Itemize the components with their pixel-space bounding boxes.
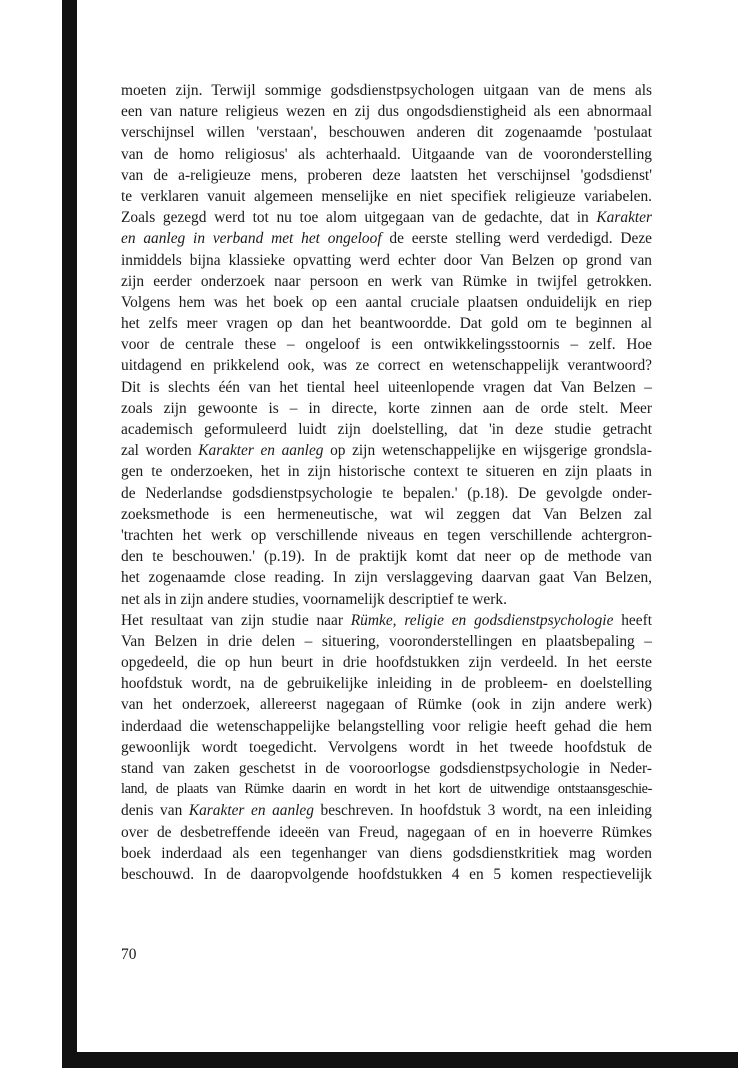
text-line xyxy=(121,864,652,885)
text-segment: moeten zijn. Terwijl sommige godsdienstpsychologen uitgaan van de mens als xyxy=(121,82,652,99)
text-line xyxy=(121,101,652,122)
text-segment: van de a-religieuze mens, proberen deze laatsten het verschijnsel 'godsdienst' xyxy=(121,166,652,184)
italic-title: Rümke, religie en godsdienstpsychologie xyxy=(350,611,614,629)
text-line xyxy=(121,165,652,186)
text-segment: zijn eerder onderzoek naar persoon en werk van Rümke in twijfel getrokken. xyxy=(121,272,652,290)
text-line xyxy=(121,355,652,376)
text-line xyxy=(121,292,652,313)
text-segment: zal worden xyxy=(121,442,199,460)
text-line xyxy=(121,652,652,673)
text-line xyxy=(121,843,652,864)
text-segment: op zijn wetenschappelijke en wijsgerige grondsla- xyxy=(323,442,652,460)
text-line xyxy=(121,419,652,440)
text-line xyxy=(121,228,652,249)
italic-title: en aanleg in verband met het ongeloof xyxy=(121,230,382,248)
text-segment: Het resultaat van zijn studie naar xyxy=(121,611,351,629)
text-segment: heeft xyxy=(613,611,652,629)
text-line xyxy=(121,80,652,101)
text-segment: de Nederlandse godsdienstpsychologie te bepalen.' (p.18). De gevolgde onder- xyxy=(121,484,652,502)
text-segment: land, de plaats van Rümke daarin en wordt in het kort de uitwendige ontstaansgeschie- xyxy=(121,781,652,798)
text-segment: Volgens hem was het boek op een aantal cruciale plaatsen onduidelijk en riep xyxy=(121,293,652,311)
text-segment: Van Belzen in drie delen – situering, vooronderstellingen en plaatsbepaling – xyxy=(121,632,652,650)
text-line xyxy=(121,546,652,567)
italic-title: Karakter xyxy=(596,209,652,227)
text-segment: de eerste stelling werd verdedigd. Deze xyxy=(381,230,652,248)
text-segment: hoofdstuk wordt, na de gebruikelijke inleiding in de probleem- en doelstelling xyxy=(121,675,652,693)
text-segment: uitdagend en prikkelend ook, was ze correct en wetenschappelijk verantwoord? xyxy=(121,357,652,375)
text-segment: inderdaad die wetenschappelijke belangstelling voor religie heeft gehad die hem xyxy=(121,717,652,735)
text-line xyxy=(121,694,652,715)
text-line xyxy=(121,377,652,398)
text-segment: academisch geformuleerd luidt zijn doelstelling, dat 'in deze studie getracht xyxy=(121,421,652,438)
scan-border-left xyxy=(62,0,77,1068)
text-line xyxy=(121,631,652,652)
text-line xyxy=(121,525,652,546)
text-line xyxy=(121,250,652,271)
text-segment: opgedeeld, die op hun beurt in drie hoofdstukken zijn verdeeld. In het eerste xyxy=(121,654,652,672)
text-line xyxy=(121,567,652,588)
text-segment: Zoals gezegd werd tot nu toe alom uitgegaan van de gedachte, dat in xyxy=(121,209,597,227)
text-segment: Dit is slechts één van het tiental heel uiteenlopende vragen dat Van Belzen – xyxy=(121,378,652,396)
scan-border-bottom xyxy=(62,1052,738,1068)
text-segment: zoals zijn gewoonte is – in directe, korte zinnen aan de orde stelt. Meer xyxy=(121,399,652,417)
text-segment: gewoonlijk wordt toegedicht. Vervolgens wordt in het tweede hoofdstuk de xyxy=(121,738,652,756)
text-segment: denis van xyxy=(121,802,189,820)
text-line xyxy=(121,716,652,737)
text-segment: beschreven. In hoofdstuk 3 wordt, na een inleiding xyxy=(313,802,652,820)
text-line xyxy=(121,822,652,843)
text-segment: het zelfs meer vragen op dan het beantwoordde. Dat gold om te beginnen al xyxy=(121,315,652,333)
text-segment: van de homo religiosus' als achterhaald. Uitgaande van de vooronderstelling xyxy=(121,145,652,163)
text-segment: inmiddels bijna klassieke opvatting werd echter door Van Belzen op grond van xyxy=(121,251,652,269)
text-segment: verschijnsel willen 'verstaan', beschouwen anderen dit zogenaamde 'postulaat xyxy=(121,124,652,142)
text-segment: zoeksmethode is een hermeneutische, wat wil zeggen dat Van Belzen zal xyxy=(121,505,652,523)
text-line xyxy=(121,737,652,758)
text-line xyxy=(121,610,652,631)
text-segment: te verklaren vanuit algemeen menselijke en niet specifiek religieuze variabelen. xyxy=(121,187,652,205)
text-segment: beschouwd. In de daaropvolgende hoofdstukken 4 en 5 komen respectievelijk xyxy=(121,865,652,883)
text-line xyxy=(121,461,652,482)
text-segment: den te beschouwen.' (p.19). In de praktijk komt dat neer op de methode van xyxy=(121,548,652,566)
page-number: 70 xyxy=(121,946,137,963)
text-line xyxy=(121,779,652,800)
italic-title: Karakter en aanleg xyxy=(188,802,314,820)
text-line xyxy=(121,186,652,207)
text-line xyxy=(121,144,652,165)
text-segment: boek inderdaad als een tegenhanger van diens godsdienstkritiek mag worden xyxy=(121,844,652,862)
text-segment: voor de centrale these – ongeloof is een ontwikkelingsstoornis – zelf. Hoe xyxy=(121,336,652,354)
text-line xyxy=(121,483,652,504)
text-line xyxy=(121,207,652,228)
italic-title: Karakter en aanleg xyxy=(198,442,324,460)
text-segment: stand van zaken geschetst in de vooroorlogse godsdienstpsychologie in Neder- xyxy=(121,760,652,777)
text-segment: over de desbetreffende ideeën van Freud, nagegaan of en in hoeverre Rümkes xyxy=(121,823,652,841)
text-line xyxy=(121,122,652,143)
text-segment: net als in zijn andere studies, voornamelijk descriptief te werk. xyxy=(121,590,507,608)
body-text xyxy=(121,80,652,885)
text-line xyxy=(121,271,652,292)
text-line xyxy=(121,758,652,779)
text-line xyxy=(121,398,652,419)
text-line xyxy=(121,313,652,334)
text-line xyxy=(121,800,652,821)
text-line xyxy=(121,504,652,525)
text-segment: gen te onderzoeken, het in zijn historische context te situeren en zijn plaats in xyxy=(121,463,652,481)
text-line xyxy=(121,589,652,610)
text-segment: een van nature religieus wezen en zij dus ongodsdienstigheid als een abnormaal xyxy=(121,103,652,121)
text-segment: 'trachten het werk op verschillende niveaus en tegen verschillende achtergron- xyxy=(121,526,652,544)
text-line xyxy=(121,673,652,694)
text-line xyxy=(121,440,652,461)
text-segment: van het onderzoek, allereerst nagegaan of Rümke (ook in zijn andere werk) xyxy=(121,696,652,714)
text-segment: het zogenaamde close reading. In zijn verslaggeving daarvan gaat Van Belzen, xyxy=(121,569,652,587)
text-line xyxy=(121,334,652,355)
